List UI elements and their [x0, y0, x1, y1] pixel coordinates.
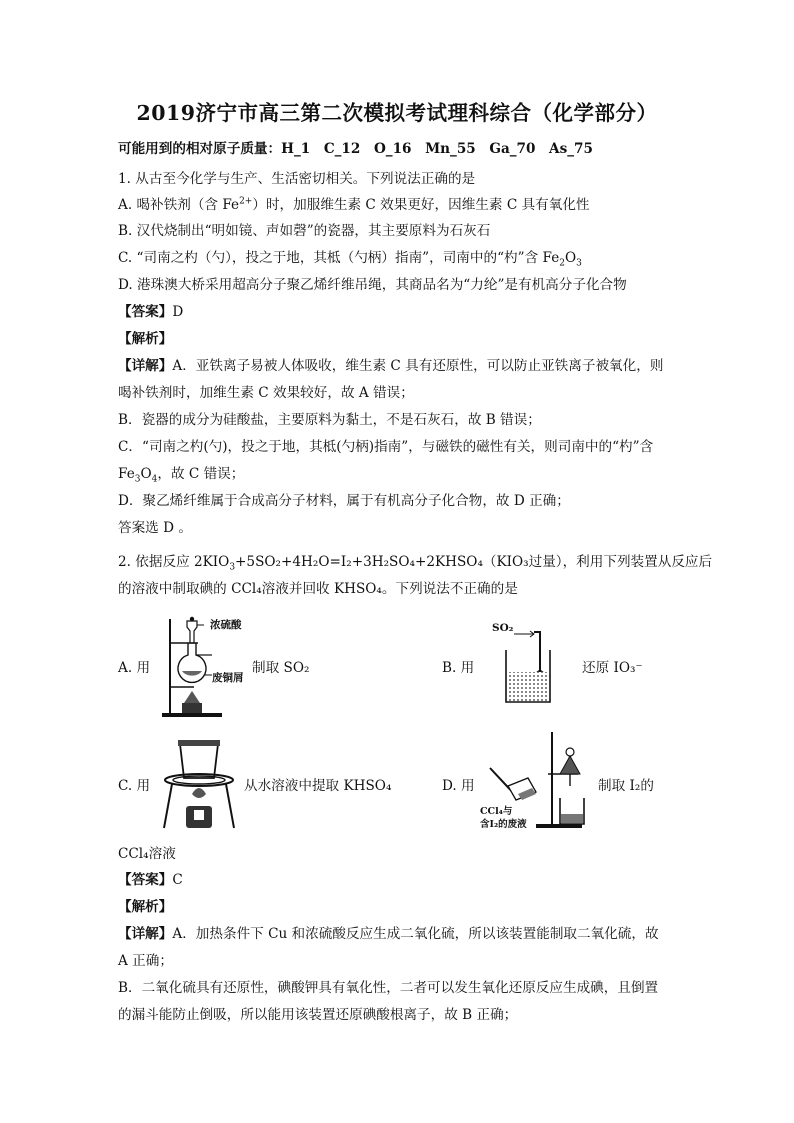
q1-analysis-heading: 【解析】: [118, 331, 173, 347]
q1-stem: 1. 从古至今化学与生产、生活密切相关。下列说法正确的是: [118, 171, 476, 187]
q1-detail-b: B．瓷器的成分为硅酸盐，主要原料为黏土，不是石灰石，故 B 错误；: [118, 412, 541, 428]
crucible-evaporation-figure: [158, 736, 240, 834]
q2-option-b-suffix: 还原 IO₃⁻: [582, 660, 643, 676]
q2-option-a-suffix: 制取 SO₂: [252, 660, 310, 676]
q1-answer: 【答案】D: [118, 304, 184, 320]
q1-detail-a-line1: 【详解】A．亚铁离子易被人体吸收，维生素 C 具有还原性，可以防止亚铁离子被氧化，则: [118, 358, 664, 374]
q2-option-d-prefix: D. 用: [442, 778, 475, 794]
q2-detail-a-line2: A 正确；: [118, 953, 173, 969]
q1-option-d: D. 港珠澳大桥采用超高分子聚乙烯纤维吊绳，其商品名为“力纶”是有机高分子化合物: [118, 277, 627, 293]
q2-analysis-heading: 【解析】: [118, 899, 173, 915]
page-title: 2019济宁市高三第二次模拟考试理科综合（化学部分）: [136, 101, 658, 125]
q2-option-a-prefix: A. 用: [118, 660, 151, 676]
scrap-copper-label: 废铜屑: [212, 672, 244, 684]
q2-stem-line2: 的溶液中制取碘的 CCl₄溶液并回收 KHSO₄。下列说法不正确的是: [118, 581, 518, 597]
q1-detail-d: D．聚乙烯纤维属于合成高分子材料，属于有机高分子化合物，故 D 正确；: [118, 493, 570, 509]
q1-detail-c-line1: C．“司南之杓(勺)，投之于地，其柢(勺柄)指南”，与磁铁的磁性有关，则司南中的“杓”含: [118, 439, 654, 455]
q2-option-d-continued: CCl₄溶液: [118, 846, 176, 862]
q2-option-c-prefix: C. 用: [118, 778, 151, 794]
q1-option-a: A. 喝补铁剂（含 $Fe^{2+}$）时，加服维生素 C 效果更好，因维生素 C 具有氧化性: [118, 196, 590, 213]
ccl4-label: CCl₄与: [480, 806, 513, 817]
q1-option-b: B. 汉代烧制出“明如镜、声如磬”的瓷器，其主要原料为石灰石: [118, 223, 491, 239]
q1-detail-c-line2: $Fe_3O_4$，故 C 错误；: [118, 466, 245, 485]
q2-detail-b-line1: B．二氧化硫具有还原性，碘酸钾具有氧化性，二者可以发生氧化还原反应生成碘，且倒置: [118, 980, 659, 996]
atomic-mass-line: 可能用到的相对原子质量：H_1 C_12 O_16 Mn_55 Ga_70 As_75: [118, 141, 593, 157]
so2-gas-label: SO₂: [492, 622, 514, 634]
q2-option-c-suffix: 从水溶液中提取 KHSO₄: [244, 778, 392, 794]
q2-option-d-suffix: 制取 I₂的: [598, 778, 654, 794]
conc-sulfuric-acid-label: 浓硫酸: [210, 619, 242, 631]
q1-detail-a-line2: 喝补铁剂时，加维生素 C 效果较好，故 A 错误；: [118, 385, 414, 401]
so2-absorption-beaker-figure: [492, 618, 558, 710]
q2-stem-line1: 2. 依据反应 $2KIO_3+5SO_2+4H_2O=I_2+3H_2SO_4+2KHSO_4(KIO_3$过量），利用下列装置从反应后: [118, 554, 713, 573]
q2-detail-a-line1: 【详解】A．加热条件下 Cu 和浓硫酸反应生成二氧化硫，所以该装置能制取二氧化硫，故: [118, 926, 659, 942]
q1-conclusion: 答案选 D 。: [118, 520, 192, 536]
q2-option-b-prefix: B. 用: [442, 660, 475, 676]
q2-detail-b-line2: 的漏斗能防止倒吸，所以能用该装置还原碘酸根离子，故 B 正确；: [118, 1007, 518, 1023]
q2-answer: 【答案】C: [118, 872, 183, 888]
iodine-waste-label: 含I₂的废液: [480, 819, 527, 830]
q1-option-c: C. “司南之杓（勺），投之于地，其柢（勺柄）指南”，司南中的“杓”含 $Fe_2O_3$: [118, 250, 582, 269]
